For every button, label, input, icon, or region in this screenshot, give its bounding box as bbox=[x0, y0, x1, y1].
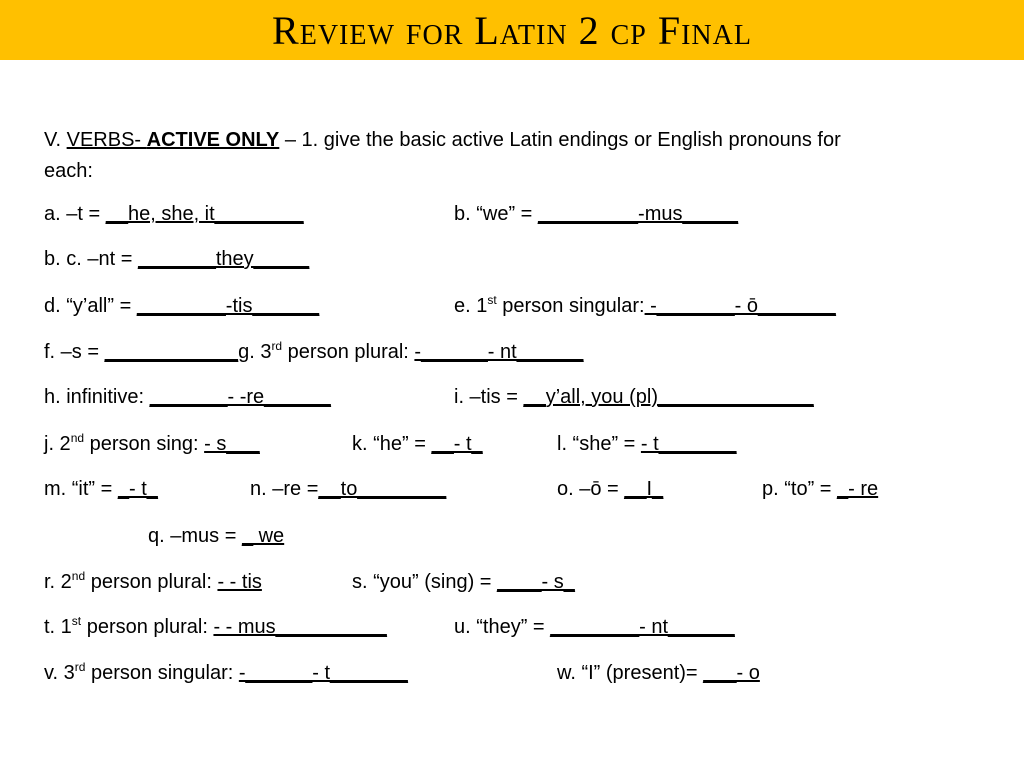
item-o-answer: __I_ bbox=[624, 478, 664, 500]
intro-line-1 bbox=[44, 127, 841, 153]
item-o-prompt: o. –ō = bbox=[557, 478, 625, 500]
item-p bbox=[762, 476, 878, 502]
item-r-superscript: nd bbox=[71, 569, 86, 583]
item-q-answer: _ we bbox=[241, 525, 285, 547]
item-j-answer: - s___ bbox=[204, 433, 260, 455]
item-v-superscript: rd bbox=[74, 660, 86, 674]
item-w bbox=[557, 660, 760, 686]
item-k bbox=[352, 431, 483, 457]
item-w-prompt: w. “I” (present)= bbox=[557, 662, 704, 684]
item-t-answer: - - mus__________ bbox=[213, 616, 387, 638]
item-a bbox=[44, 201, 304, 227]
item-t-prompt: t. 1 bbox=[44, 616, 72, 638]
item-s bbox=[352, 569, 575, 595]
item-k-answer: __- t_ bbox=[431, 433, 483, 455]
item-h-prompt: h. infinitive: bbox=[44, 386, 150, 408]
item-l-answer: - t_______ bbox=[640, 433, 737, 455]
item-s-prompt: s. “you” (sing) = bbox=[352, 571, 498, 593]
item-h bbox=[44, 384, 331, 410]
item-e-prompt: e. 1 bbox=[454, 295, 488, 317]
section-heading: VERBS- bbox=[66, 129, 147, 151]
item-t-superscript: st bbox=[71, 614, 82, 628]
item-p-prompt: p. “to” = bbox=[762, 478, 838, 500]
item-q bbox=[148, 523, 284, 549]
item-d-prompt: d. “y’all” = bbox=[44, 295, 137, 317]
item-l bbox=[557, 431, 737, 457]
item-r bbox=[44, 569, 262, 595]
item-h-answer: _______- -re______ bbox=[149, 386, 331, 408]
item-v-prompt: v. 3 bbox=[44, 662, 75, 684]
item-s-answer: ____- s_ bbox=[497, 571, 575, 593]
item-i-prompt: i. –tis = bbox=[454, 386, 524, 408]
item-b-we bbox=[454, 201, 738, 227]
item-g-prompt-rest: person plural: bbox=[282, 341, 415, 363]
item-t-prompt-rest: person plural: bbox=[81, 616, 214, 638]
item-n-prompt: n. –re = bbox=[250, 478, 319, 500]
item-c bbox=[44, 246, 309, 272]
item-k-prompt: k. “he” = bbox=[352, 433, 432, 455]
item-v-answer: -______- t_______ bbox=[238, 662, 408, 684]
item-g-superscript: rd bbox=[271, 339, 283, 353]
item-a-prompt: a. –t = bbox=[44, 203, 106, 225]
item-q-prompt: q. –mus = bbox=[148, 525, 242, 547]
section-number: V. bbox=[44, 129, 67, 151]
item-u-answer: ________- nt______ bbox=[550, 616, 735, 638]
item-e-answer: -_______- ō_______ bbox=[644, 295, 836, 317]
item-e bbox=[454, 293, 836, 319]
item-o bbox=[557, 476, 663, 502]
item-f-answer: ____________ bbox=[104, 341, 239, 363]
item-c-answer: _______they_____ bbox=[137, 248, 310, 270]
item-g-prompt: g. 3 bbox=[238, 341, 272, 363]
active-only-label: ACTIVE ONLY bbox=[146, 129, 280, 151]
item-b-we-prompt: b. “we” = bbox=[454, 203, 538, 225]
item-p-answer: _- re bbox=[837, 478, 879, 500]
item-n bbox=[250, 476, 446, 502]
item-u bbox=[454, 614, 735, 640]
item-a-answer: __he, she, it________ bbox=[105, 203, 304, 225]
item-j bbox=[44, 431, 260, 457]
item-t bbox=[44, 614, 387, 640]
item-v-prompt-rest: person singular: bbox=[85, 662, 239, 684]
item-e-prompt-rest: person singular: bbox=[496, 295, 645, 317]
item-r-prompt: r. 2 bbox=[44, 571, 72, 593]
item-m bbox=[44, 476, 158, 502]
item-f-prompt: f. –s = bbox=[44, 341, 105, 363]
item-n-answer: __to________ bbox=[318, 478, 447, 500]
item-g-answer: -______- nt______ bbox=[414, 341, 584, 363]
item-l-prompt: l. “she” = bbox=[557, 433, 641, 455]
item-r-prompt-rest: person plural: bbox=[85, 571, 218, 593]
item-j-prompt-rest: person sing: bbox=[84, 433, 205, 455]
item-c-prompt: b. c. –nt = bbox=[44, 248, 138, 270]
item-i bbox=[454, 384, 814, 410]
item-f-g bbox=[44, 339, 583, 365]
item-b-we-answer: _________-mus_____ bbox=[537, 203, 739, 225]
item-m-answer: _- t_ bbox=[117, 478, 158, 500]
page-title: Review for Latin 2 cp Final bbox=[272, 8, 752, 53]
item-j-prompt: j. 2 bbox=[44, 433, 71, 455]
item-d bbox=[44, 293, 319, 319]
item-i-answer: __y’all, you (pl)______________ bbox=[523, 386, 814, 408]
item-w-answer: ___- o bbox=[703, 662, 760, 684]
item-u-prompt: u. “they” = bbox=[454, 616, 551, 638]
item-j-superscript: nd bbox=[70, 431, 85, 445]
item-d-answer: ________-tis______ bbox=[136, 295, 320, 317]
intro-line-2: each: bbox=[44, 160, 93, 182]
item-r-answer: - - tis bbox=[217, 571, 262, 593]
item-m-prompt: m. “it” = bbox=[44, 478, 118, 500]
instruction-text: – 1. give the basic active Latin endings or English pronouns for bbox=[279, 129, 841, 151]
item-v bbox=[44, 660, 408, 686]
item-e-superscript: st bbox=[487, 293, 497, 307]
